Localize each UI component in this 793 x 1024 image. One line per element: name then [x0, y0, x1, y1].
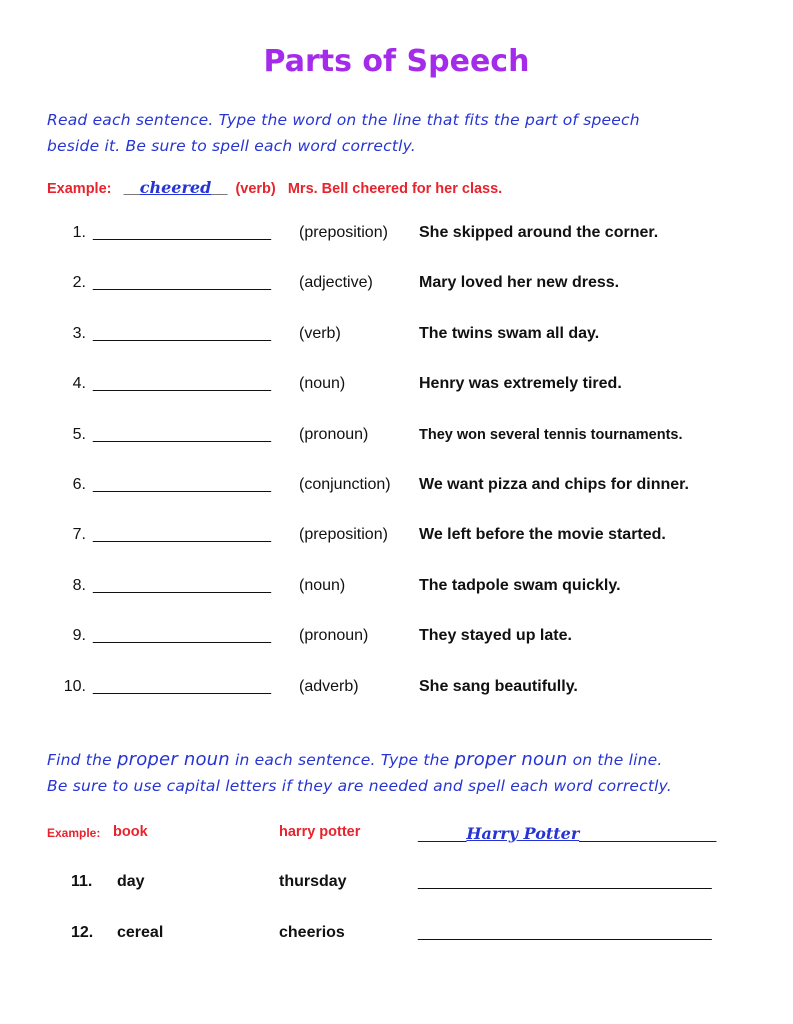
question-row	[0, 627, 793, 657]
question-number: 1.	[72, 224, 86, 241]
answer-line[interactable]: _________________________________	[418, 873, 712, 890]
example-sentence: Mrs. Bell cheered for her class.	[287, 181, 503, 197]
question-row	[0, 224, 793, 254]
question-row	[0, 678, 793, 708]
answer-line[interactable]: ____________________	[93, 274, 271, 292]
answer-line[interactable]: ____________________	[93, 324, 271, 342]
example-answer: cheered	[139, 178, 212, 197]
example-pos: (verb)	[235, 181, 276, 197]
example-label: Example:	[47, 181, 112, 197]
question-row	[0, 274, 793, 304]
example-word: book	[113, 824, 148, 840]
answer-line[interactable]: ____________________	[93, 627, 271, 645]
part-of-speech: (adverb)	[299, 677, 359, 695]
sentence: We left before the movie started.	[419, 526, 666, 544]
sentence: Mary loved her new dress.	[419, 274, 620, 292]
question-number: 12.	[71, 924, 94, 941]
answer-line[interactable]: ____________________	[93, 224, 271, 241]
question-number: 8.	[72, 576, 86, 594]
question-number: 5.	[72, 425, 86, 443]
question-row	[0, 426, 793, 456]
sentence: They stayed up late.	[419, 627, 572, 645]
proper-noun-row	[0, 924, 793, 952]
question-row	[0, 375, 793, 405]
sentence: The tadpole swam quickly.	[419, 576, 621, 594]
answer-line[interactable]: ____________________	[93, 526, 271, 544]
example-proper-answer: Harry Potter	[466, 824, 580, 843]
instructions-line-3: Find the proper noun in each sentence. Type the proper noun on the line.	[47, 749, 663, 770]
instructions-line-1: Read each sentence. Type the word on the line that fits the part of speech	[47, 111, 640, 129]
part-of-speech: (preposition)	[299, 224, 388, 241]
part-of-speech: (noun)	[299, 576, 346, 594]
part-of-speech: (verb)	[299, 324, 341, 342]
answer-line[interactable]: ____________________	[93, 576, 271, 594]
sentence: She skipped around the corner.	[419, 224, 659, 241]
question-number: 3.	[72, 324, 86, 342]
example-label: Example:	[47, 826, 101, 840]
example-proper: harry potter	[279, 824, 361, 840]
part-of-speech: (adjective)	[299, 274, 373, 292]
answer-line[interactable]: ____________________	[93, 375, 271, 393]
answer-line[interactable]: _________________________________	[418, 924, 712, 941]
part-of-speech: (preposition)	[299, 526, 388, 544]
instructions-line-4: Be sure to use capital letters if they are needed and spell each word correctly.	[47, 777, 672, 795]
example-answer-line: ______Harry Potter_________________	[418, 824, 717, 843]
answer-line[interactable]: ____________________	[93, 425, 271, 443]
question-number: 11.	[71, 873, 93, 890]
question-number: 2.	[72, 274, 86, 292]
instructions-part1	[47, 107, 767, 159]
instructions-line-2: beside it. Be sure to spell each word correctly.	[47, 137, 416, 155]
question-number: 4.	[72, 375, 86, 393]
part-of-speech: (pronoun)	[299, 627, 369, 645]
answer-line[interactable]: ____________________	[93, 476, 271, 493]
question-number: 10.	[63, 677, 86, 695]
question-row	[0, 325, 793, 355]
example-blank-after: __	[211, 181, 228, 197]
noun-word: day	[117, 873, 145, 890]
example-blank-before: __	[123, 181, 140, 197]
question-row	[0, 526, 793, 556]
question-number: 9.	[72, 627, 86, 645]
sentence: Henry was extremely tired.	[419, 375, 622, 393]
proper-noun-example-row	[0, 824, 793, 852]
proper-noun-word: cheerios	[279, 924, 345, 941]
sentence: We want pizza and chips for dinner.	[419, 476, 689, 493]
question-number: 6.	[72, 476, 86, 493]
question-number: 7.	[72, 526, 86, 544]
question-row	[0, 476, 793, 506]
part-of-speech: (noun)	[299, 375, 346, 393]
page-title: Parts of Speech	[263, 44, 530, 79]
sentence: She sang beautifully.	[419, 677, 578, 695]
part-of-speech: (pronoun)	[299, 425, 369, 443]
instructions-part2	[47, 747, 767, 799]
proper-noun-row	[0, 873, 793, 901]
answer-line[interactable]: ____________________	[93, 677, 271, 695]
sentence: They won several tennis tournaments.	[419, 426, 683, 443]
sentence: The twins swam all day.	[419, 324, 600, 342]
proper-noun-word: thursday	[279, 873, 347, 890]
part-of-speech: (conjunction)	[299, 476, 391, 493]
question-row	[0, 577, 793, 607]
noun-word: cereal	[117, 924, 164, 941]
example-row	[47, 178, 502, 197]
